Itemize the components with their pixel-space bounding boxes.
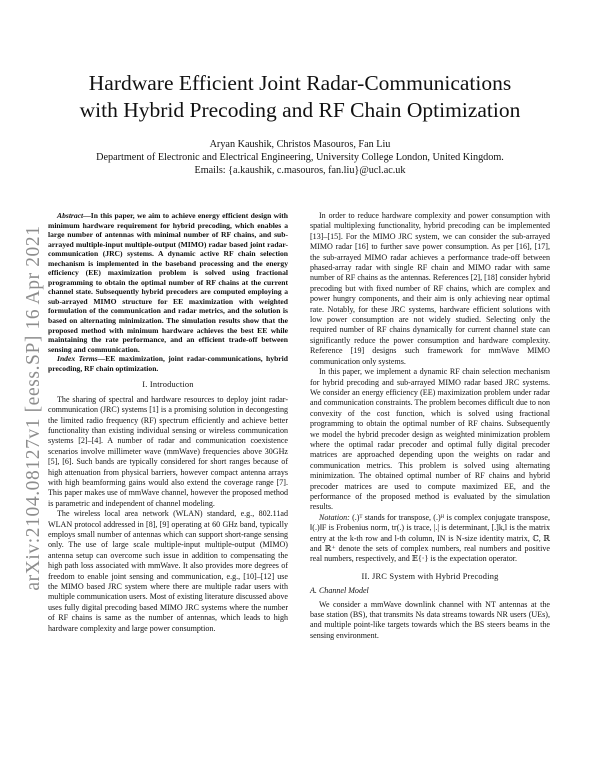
intro-paragraph-3: In order to reduce hardware complexity and power consumption with spatial multiplexing functionality, hybrid precoding can be implemented [13]–[15]. For the MIMO JRC system, we can consider the sub-arrayed MIMO radar [16] to further save power consumption. As per [16], [17], the sub-arrayed MIMO radar achieves a performance trade-off between phased-array radar with single RF chain and MIMO radar with same number of RF chains as the antennas. References [2], [18] consider hybrid precoding but with fixed number of RF chains, which are complex and power hungry components, and their aim is only achieving near optimal rate. Notably, for these JRC systems, hardware efficient solutions with low power consumption are not widely studied. Selecting only the required number of RF chains dynamically for current channel state can significantly reduce the power consumption and hardware complexity. Reference [19] designs such framework for mmWave MIMO communication only systems. <box>310 211 550 366</box>
paper-title <box>60 70 540 124</box>
section-1-heading: I. Introduction <box>142 380 194 390</box>
title-line-2: with Hybrid Precoding and RF Chain Optimization <box>79 98 521 122</box>
abstract <box>48 211 288 354</box>
notation-paragraph <box>310 513 550 565</box>
left-column <box>48 211 288 634</box>
channel-model-paragraph: We consider a mmWave downlink channel with NT antennas at the base station (BS), that transmits Ns data streams towards NR users (UEs), and multiple point-like targets towards which the BS steers beams in the sensing environment. <box>310 599 550 640</box>
intro-paragraph-4: In this paper, we implement a dynamic RF chain selection mechanism for hybrid precoding and sub-arrayed MIMO radar based JRC systems. We consider an energy efficiency (EE) maximization problem under radar and communication constraints. The problem becomes difficult due to non convexity of the cost function, which is solved using fractional programming to obtain the optimal number of RF chains. Subsequently we model the hybrid precoder design as weighted minimization problem where the optimal radar precoder and optimal fully digital precoder matrices are approached depending upon the weights on radar and communication metrics. This problem is solved using alternating minimization. The obtained optimal number of RF chains and hybrid precoder matrices are used to compute maximized EE, and the performance of the proposed method is evaluated by the simulation results. <box>310 367 550 512</box>
emails: Emails: {a.kaushik, c.masouros, fan.liu}@ucl.ac.uk <box>194 165 406 176</box>
title-line-1: Hardware Efficient Joint Radar-Communications <box>88 71 512 95</box>
intro-paragraph-1: The sharing of spectral and hardware resources to deploy joint radar-communication (JRC) systems [1] is a promising solution in decongesting the limited radio frequency (RF) spectrum efficiently and achieve better functionality than existing individual sensing or wireless communication systems [2]–[4]. A number of radar and communication coexistence scenarios involve millimeter wave (mmWave) frequencies above 30GHz [5], [6]. Such bands are typically considered for short ranges because of high attenuation from physical barriers, however compact antenna arrays with high beamforming gains would also extend the coverage range [7]. This paper makes use of mmWave channel, however the proposed method is parametric and independent of channel modeling. <box>48 394 288 508</box>
notation-label: Notation: <box>319 512 350 522</box>
abstract-label: Abstract <box>57 211 84 220</box>
index-terms-text: —EE maximization, joint radar-communications, hybrid precoding, RF chain optimization. <box>48 354 288 373</box>
subsection-channel-model: A. Channel Model <box>310 586 369 596</box>
intro-paragraph-2: The wireless local area network (WLAN) standard, e.g., 802.11ad WLAN protocol addressed in [8], [9] operating at 60 GHz band, typically employs small number of antennas which can support short-range sensing only. The use of large scale multiple-input multiple-output (MIMO) antenna setup can overcome such issue in addition to compensating the high path loss associated with mmWave. It also provides more degrees of freedom to enable joint sensing and communication, e.g., [10]–[12] use the MIMO based JRC system where there are multiple radar users with multiple communication users. Most of existing literature discussed above uses fully digital precoding based MIMO JRC systems where the number of RF chains is same as the number of antennas, which leads to high hardware complexity and large power consumption. <box>48 509 288 633</box>
section-2-heading: II. JRC System with Hybrid Precoding <box>361 571 499 581</box>
authors: Aryan Kaushik, Christos Masouros, Fan Liu <box>209 139 391 150</box>
abstract-text: —In this paper, we aim to achieve energy efficient design with minimum hardware requirement for hybrid precoding, which enables a large number of antennas with minimal number of RF chains, and sub-arrayed multiple-input multiple-output (MIMO) radar based joint radar-communication (JRC) systems. A dynamic active RF chain selection mechanism is implemented in the baseband processing and the energy efficiency (EE) maximization problem is solved using fractional programming to obtain the optimal number of RF chains at the current channel state. Subsequently hybrid precoders are computed employing a sub-arrayed MIMO structure for EE maximization with weighted formulation of the communication and radar metrics, and the solution is based on alternating minimization. The simulation results show that the proposed method with minimum hardware achieves the best EE while maintaining the rate performance, and an efficient trade-off between sensing and communication. <box>48 211 288 354</box>
notation-text: (.)ᵀ stands for transpose, (.)ᴴ is complex conjugate transpose, ‖(.)‖F is Frobenius norm, tr(.) is trace, |.| is determinant, [.]k,l is the matrix entry at the k-th row and l-th column, IN is N-size identity matrix, ℂ, ℝ and ℝ⁺ denote the sets of complex numbers, real numbers and positive real numbers, respectively, and 𝔼{·} is the expectation operator. <box>310 512 550 564</box>
arxiv-identifier: arXiv:2104.08127v1 [eess.SP] 16 Apr 2021 <box>23 225 44 591</box>
author-block <box>60 138 540 177</box>
right-column <box>310 211 550 641</box>
index-terms <box>48 354 288 373</box>
index-terms-label: Index Terms <box>57 354 98 364</box>
affiliation: Department of Electronic and Electrical Engineering, University College London, United Kingdom. <box>96 152 504 163</box>
